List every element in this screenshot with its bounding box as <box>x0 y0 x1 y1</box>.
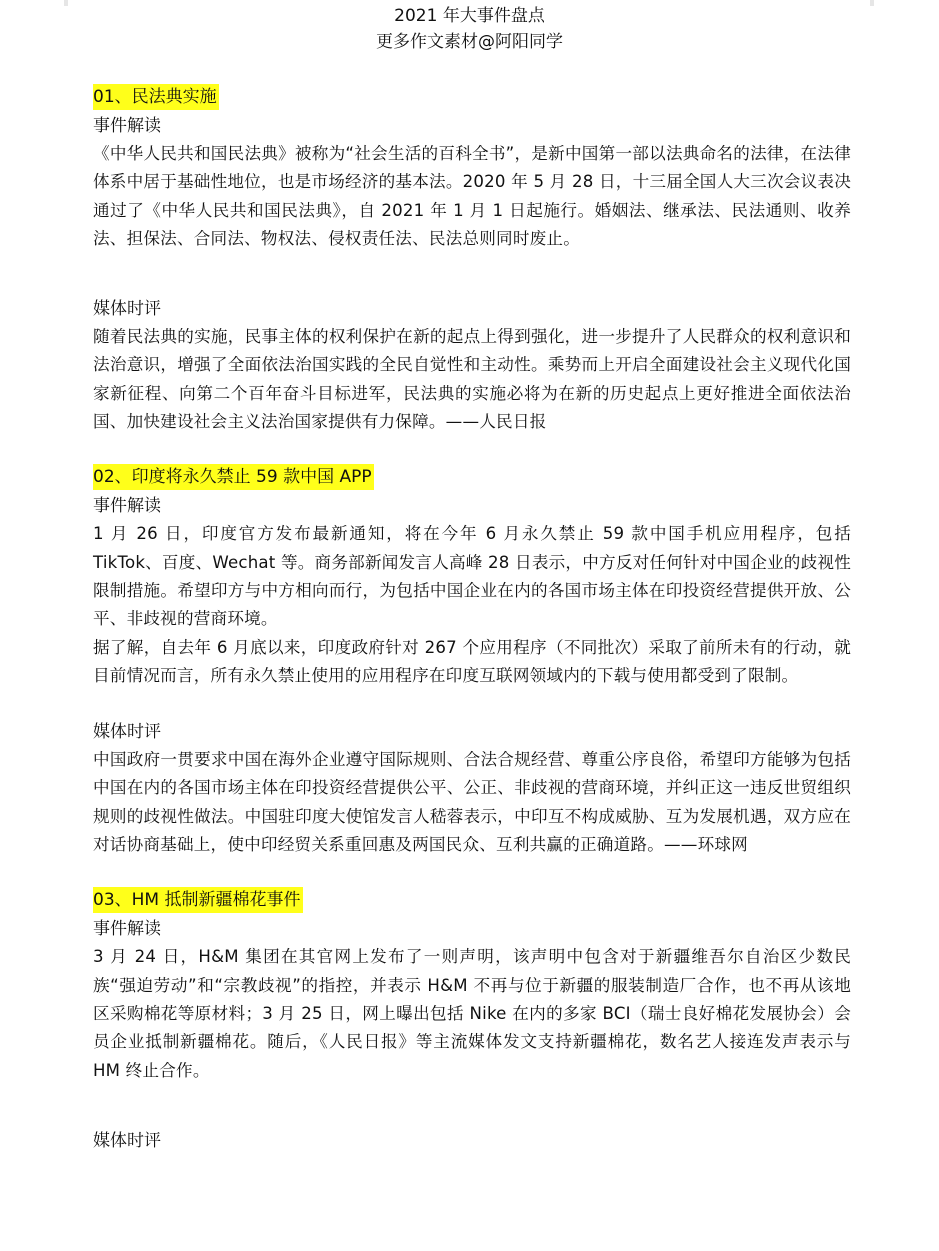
page-edge-mark <box>64 0 68 6</box>
section-heading: 01、民法典实施 <box>93 84 219 110</box>
interpret-paragraph: 3 月 24 日，H&M 集团在其官网上发布了一则声明，该声明中包含对于新疆维吾尔自治区少数民族“强迫劳动”和“宗教歧视”的指控，并表示 H&M 不再与位于新疆的服装制造厂合作，也不再从该地区采购棉花等原材料；3 月 25 日，网上曝出包括 Nike 在内的多家 BCI（瑞士良好棉花发展协会）会员企业抵制新疆棉花。随后，《人民日报》等主流媒体发文支持新疆棉花，数名艺人接连发声表示与 HM 终止合作。 <box>93 947 851 1080</box>
page-edge-mark <box>870 0 874 6</box>
comment-paragraph: 随着民法典的实施，民事主体的权利保护在新的起点上得到强化，进一步提升了人民群众的权利意识和法治意识，增强了全面依法治国实践的全民自觉性和主动性。乘势而上开启全面建设社会主义现代化国家新征程、向第二个百年奋斗目标进军，民法典的实施必将为在新的历史起点上更好推进全面依法治国、加快建设社会主义法治国家提供有力保障。——人民日报 <box>93 327 851 432</box>
interpret-label: 事件解读 <box>93 919 161 940</box>
event-section-02 <box>93 464 851 859</box>
comment-label: 媒体时评 <box>93 299 161 320</box>
document-header <box>0 0 939 55</box>
interpret-paragraph: 1 月 26 日，印度官方发布最新通知，将在今年 6 月永久禁止 59 款中国手机应用程序，包括 TikTok、百度、Wechat 等。商务部新闻发言人高峰 28 日表示，中方反对任何针对中国企业的歧视性限制措施。希望印方与中方相向而行，为包括中国企业在内的各国市场主体在印投资经营提供开放、公平、非歧视的营商环境。 <box>93 524 851 629</box>
interpret-label: 事件解读 <box>93 496 161 517</box>
section-heading: 03、HM 抵制新疆棉花事件 <box>93 887 303 913</box>
comment-paragraph: 中国政府一贯要求中国在海外企业遵守国际规则、合法合规经营、尊重公序良俗，希望印方能够为包括中国在内的各国市场主体在印投资经营提供公平、公正、非歧视的营商环境，并纠正这一违反世贸组织规则的歧视性做法。中国驻印度大使馆发言人嵇蓉表示，中印互不构成威胁、互为发展机遇，双方应在对话协商基础上，使中印经贸关系重回惠及两国民众、互利共赢的正确道路。——环球网 <box>93 750 851 855</box>
document-body <box>93 84 851 1155</box>
comment-label: 媒体时评 <box>93 1130 161 1151</box>
event-section-03 <box>93 887 851 1154</box>
section-heading: 02、印度将永久禁止 59 款中国 APP <box>93 464 374 490</box>
document-title: 2021 年大事件盘点 <box>394 6 545 26</box>
comment-label: 媒体时评 <box>93 722 161 743</box>
interpret-label: 事件解读 <box>93 116 161 136</box>
interpret-paragraph: 《中华人民共和国民法典》被称为“社会生活的百科全书”，是新中国第一部以法典命名的法律，在法律体系中居于基础性地位，也是市场经济的基本法。2020 年 5 月 28 日，十三届全国人大三次会议表决通过了《中华人民共和国民法典》，自 2021 年 1 月 1 日起施行。婚姻法、继承法、民法通则、收养法、担保法、合同法、物权法、侵权责任法、民法总则同时废止。 <box>93 144 851 248</box>
interpret-paragraph: 据了解，自去年 6 月底以来，印度政府针对 267 个应用程序（不同批次）采取了前所未有的行动，就目前情况而言，所有永久禁止使用的应用程序在印度互联网领域内的下载与使用都受到了限制。 <box>93 637 851 685</box>
document-subtitle: 更多作文素材@阿阳同学 <box>376 32 563 52</box>
event-section-01 <box>93 84 851 436</box>
